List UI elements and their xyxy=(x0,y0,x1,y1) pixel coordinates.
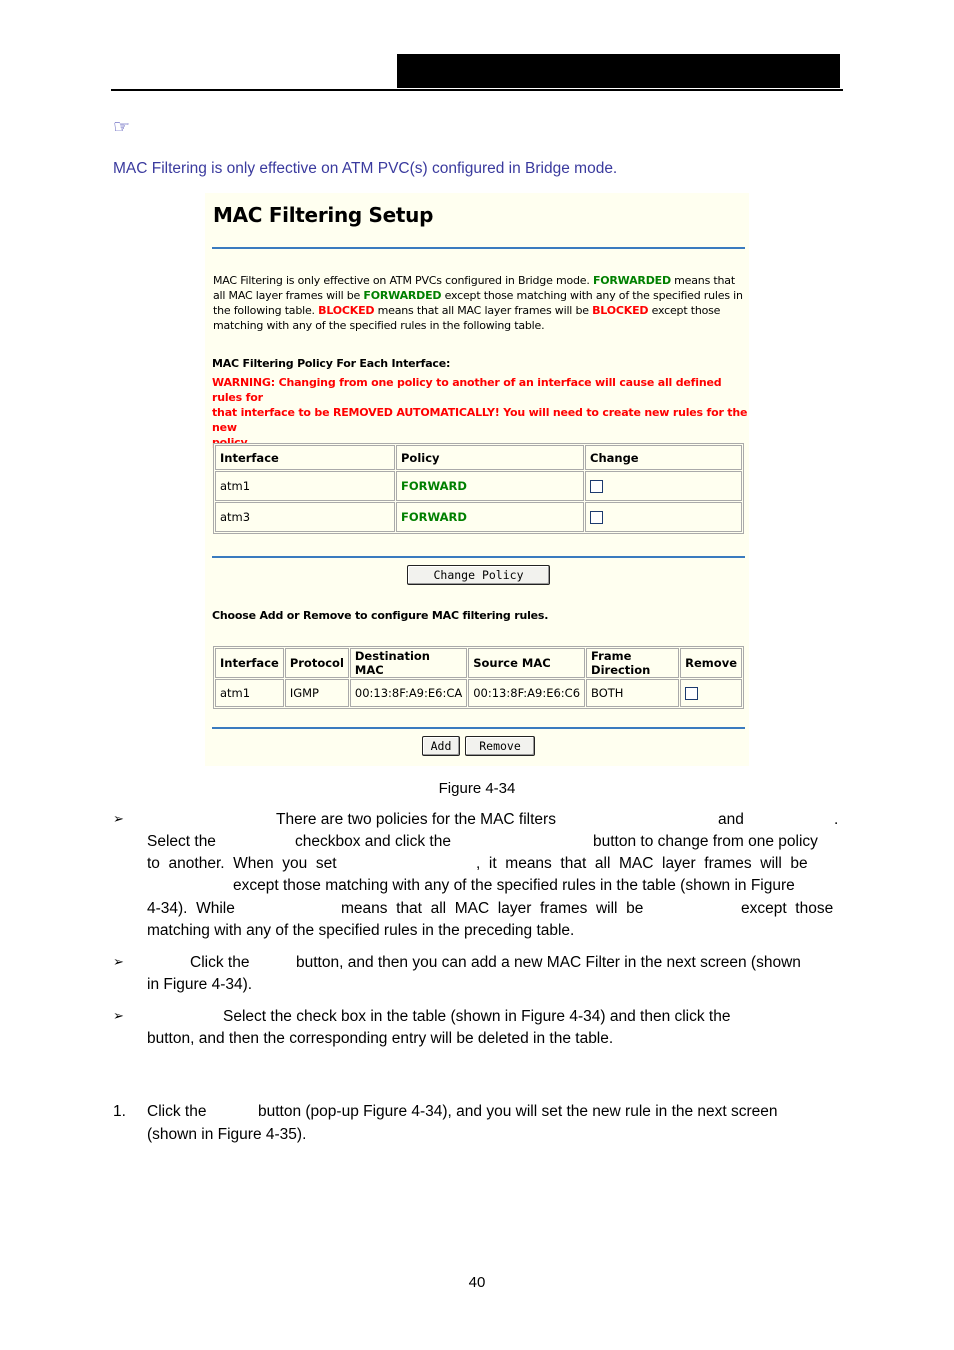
policy-table xyxy=(213,443,744,534)
col-header-source-mac: Source MAC xyxy=(468,648,585,678)
figure-caption: Figure 4-34 xyxy=(438,780,516,797)
panel-divider xyxy=(212,247,745,249)
body-text: checkbox and click the xyxy=(295,833,451,850)
remove-button[interactable]: Remove xyxy=(465,736,535,756)
body-text: (shown in Figure 4-35). xyxy=(147,1126,307,1143)
table-row xyxy=(215,502,742,532)
page-number: 40 xyxy=(468,1274,486,1291)
body-text: in Figure 4-34). xyxy=(147,976,253,993)
table-row xyxy=(215,679,742,707)
add-button[interactable]: Add xyxy=(422,736,460,756)
policy-heading: MAC Filtering Policy For Each Interface: xyxy=(212,357,451,370)
body-text: Click the xyxy=(147,1103,207,1120)
body-text: button, and then you can add a new MAC Filter in the next screen (shown xyxy=(296,954,801,971)
interface-cell: atm1 xyxy=(215,679,284,707)
body-text: button, and then the corresponding entry will be deleted in the table. xyxy=(147,1030,614,1047)
table-row xyxy=(215,471,742,501)
col-header-interface: Interface xyxy=(215,648,284,678)
col-header-interface: Interface xyxy=(215,445,395,470)
body-text: Click the xyxy=(190,954,250,971)
body-text: except those matching with any of the specified rules in the table (shown in Figure xyxy=(233,877,795,894)
intro-text: MAC Filtering is only effective on ATM PVCs configured in Bridge mode. FORWARDED means that all MAC layer frames will be FORWARDED except those matching with any of the specified rules in the following table. BLOCKED means that all MAC layer frames will be BLOCKED except those matching with any of the specified rules in the following table. xyxy=(213,274,743,332)
header-rule xyxy=(111,89,843,91)
col-header-change: Change xyxy=(585,445,742,470)
remove-cell xyxy=(680,679,742,707)
interface-cell: atm1 xyxy=(215,471,395,501)
rules-table xyxy=(213,646,744,709)
body-text: Select the xyxy=(147,833,216,850)
source-mac-cell: 00:13:8F:A9:E6:C6 xyxy=(468,679,585,707)
change-policy-button[interactable]: Change Policy xyxy=(407,565,550,585)
body-text: button to change from one policy xyxy=(593,833,818,850)
body-text: . xyxy=(834,811,839,828)
col-header-remove: Remove xyxy=(680,648,742,678)
body-text: There are two policies for the MAC filters xyxy=(276,811,556,828)
col-header-policy: Policy xyxy=(396,445,584,470)
bullet-arrow-icon: ➢ xyxy=(113,1009,124,1024)
body-text: Select the check box in the table (shown in Figure 4-34) and then click the xyxy=(223,1008,731,1025)
body-text: , it means that all MAC layer frames will be xyxy=(476,855,808,872)
panel-title: MAC Filtering Setup xyxy=(213,203,434,227)
panel-divider xyxy=(212,556,745,558)
change-checkbox[interactable] xyxy=(590,480,603,493)
body-text: matching with any of the specified rules in the preceding table. xyxy=(147,922,575,939)
col-header-destination-mac: Destination MAC xyxy=(350,648,467,678)
interface-cell: atm3 xyxy=(215,502,395,532)
change-checkbox[interactable] xyxy=(590,511,603,524)
body-text: except those xyxy=(741,900,834,917)
change-cell xyxy=(585,471,742,501)
panel-divider xyxy=(212,727,745,729)
note-text: MAC Filtering is only effective on ATM PVC(s) configured in Bridge mode. xyxy=(113,160,618,177)
step-number: 1. xyxy=(113,1103,126,1120)
body-text: means that all MAC layer frames will be xyxy=(341,900,644,917)
remove-checkbox[interactable] xyxy=(685,687,698,700)
header-bar xyxy=(397,54,840,88)
mac-filtering-panel xyxy=(205,193,749,766)
protocol-cell: IGMP xyxy=(285,679,349,707)
change-cell xyxy=(585,502,742,532)
body-text: to another. When you set xyxy=(147,855,337,872)
bullet-arrow-icon: ➢ xyxy=(113,812,124,827)
pointing-hand-icon: ☞ xyxy=(113,116,131,138)
col-header-frame-direction: Frame Direction xyxy=(586,648,679,678)
frame-direction-cell: BOTH xyxy=(586,679,679,707)
body-text: 4-34). While xyxy=(147,900,235,917)
warning-text: WARNING: Changing from one policy to another of an interface will cause all defined rules for that interface to be REMOVED AUTOMATICALLY! You will need to create new rules for the new xyxy=(212,376,748,434)
policy-cell: FORWARD xyxy=(396,502,584,532)
bullet-arrow-icon: ➢ xyxy=(113,955,124,970)
body-text: button (pop-up Figure 4-34), and you will set the new rule in the next screen xyxy=(258,1103,778,1120)
body-text: and xyxy=(718,811,744,828)
destination-mac-cell: 00:13:8F:A9:E6:CA xyxy=(350,679,467,707)
col-header-protocol: Protocol xyxy=(285,648,349,678)
policy-cell: FORWARD xyxy=(396,471,584,501)
rules-heading: Choose Add or Remove to configure MAC filtering rules. xyxy=(212,609,549,622)
